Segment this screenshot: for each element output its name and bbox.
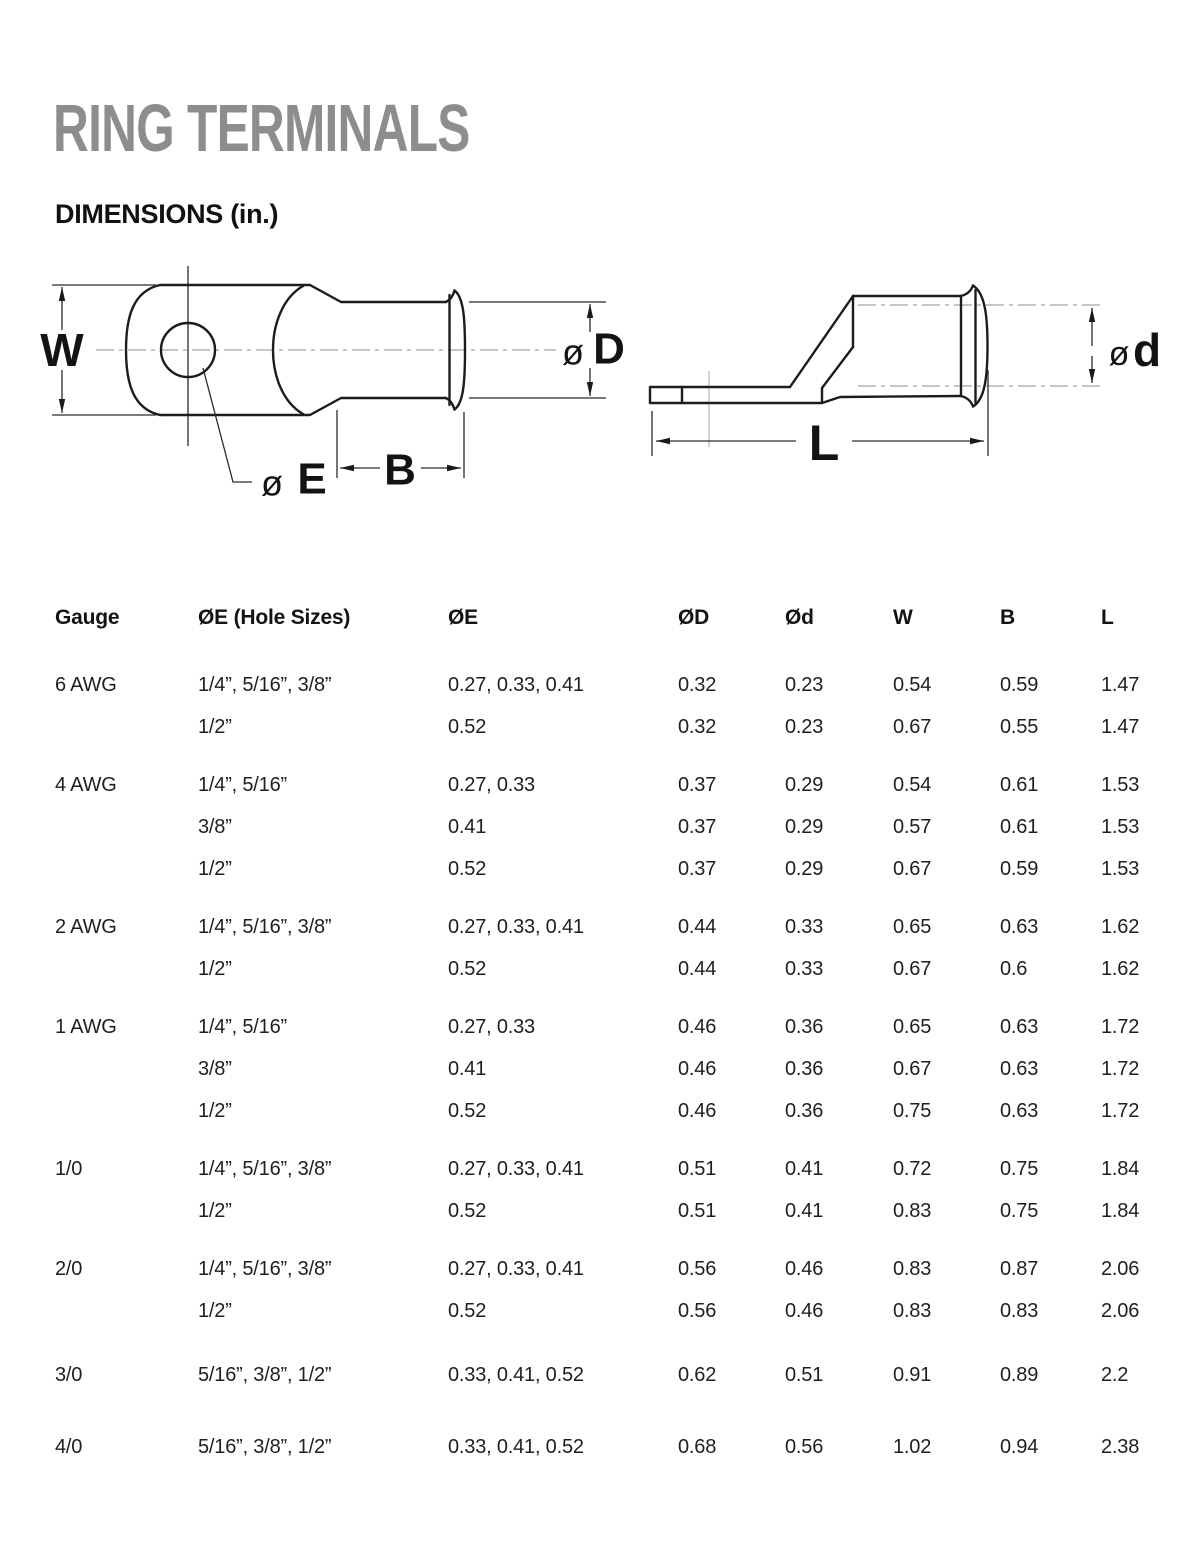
gauge-cell: 4/0 — [55, 1435, 83, 1458]
col-header-w: W — [893, 606, 913, 629]
b-value-cell: 0.59 — [1000, 857, 1039, 880]
od-small-value-cell: 0.33 — [785, 957, 824, 980]
side-flare-bottom-curve — [961, 396, 973, 407]
od-value-cell: 0.46 — [678, 1015, 717, 1038]
hole-sizes-cell: 1/4”, 5/16” — [198, 1015, 287, 1038]
od-value-cell: 0.46 — [678, 1057, 717, 1080]
hole-sizes-cell: 1/2” — [198, 1299, 232, 1322]
hole-sizes-cell: 3/8” — [198, 1057, 232, 1080]
hole-sizes-cell: 1/2” — [198, 715, 232, 738]
oe-value-cell: 0.33, 0.41, 0.52 — [448, 1363, 584, 1386]
w-value-cell: 0.67 — [893, 857, 932, 880]
ring-terminal-side-view-diagram — [650, 286, 1161, 472]
page-title: RING TERMINALS — [53, 91, 470, 166]
od-small-value-cell: 0.29 — [785, 773, 824, 796]
dim-label-diameter-small-d-symbol: ø — [1108, 335, 1130, 373]
oe-value-cell: 0.41 — [448, 815, 487, 838]
w-value-cell: 0.83 — [893, 1299, 932, 1322]
oe-value-cell: 0.27, 0.33, 0.41 — [448, 1157, 584, 1180]
od-value-cell: 0.51 — [678, 1199, 717, 1222]
w-value-cell: 0.67 — [893, 957, 932, 980]
od-value-cell: 0.37 — [678, 773, 717, 796]
hole-sizes-cell: 1/4”, 5/16”, 3/8” — [198, 1157, 332, 1180]
hole-sizes-cell: 1/4”, 5/16” — [198, 773, 287, 796]
table-row — [55, 1148, 1200, 1190]
b-value-cell: 0.63 — [1000, 1099, 1039, 1122]
gauge-group — [55, 664, 1200, 748]
dim-label-diameter-e: E — [297, 454, 327, 504]
table-row — [55, 948, 1200, 990]
oe-value-cell: 0.52 — [448, 1199, 487, 1222]
col-header-od-small: Ød — [785, 606, 814, 629]
od-small-value-cell: 0.46 — [785, 1257, 824, 1280]
b-value-cell: 0.75 — [1000, 1199, 1039, 1222]
od-value-cell: 0.37 — [678, 857, 717, 880]
od-value-cell: 0.44 — [678, 957, 717, 980]
od-small-value-cell: 0.29 — [785, 815, 824, 838]
l-value-cell: 1.47 — [1101, 673, 1140, 696]
dim-label-w: W — [40, 324, 84, 376]
col-header-oe: ØE — [448, 606, 478, 629]
od-value-cell: 0.68 — [678, 1435, 717, 1458]
dim-label-diameter-small-d: d — [1132, 324, 1162, 376]
b-value-cell: 0.94 — [1000, 1435, 1039, 1458]
gauge-group — [55, 1426, 1200, 1468]
col-header-od: ØD — [678, 606, 710, 629]
table-row — [55, 1426, 1200, 1468]
dim-label-diameter-d: D — [593, 324, 625, 374]
table-body — [55, 664, 1200, 1468]
oe-value-cell: 0.52 — [448, 715, 487, 738]
b-value-cell: 0.63 — [1000, 1015, 1039, 1038]
table-row — [55, 906, 1200, 948]
table-row — [55, 1290, 1200, 1332]
hole-sizes-cell: 3/8” — [198, 815, 232, 838]
section-title-dimensions: DIMENSIONS (in.) — [55, 199, 279, 229]
b-value-cell: 0.83 — [1000, 1299, 1039, 1322]
dim-label-diameter-e-symbol: ø — [261, 462, 283, 504]
hole-sizes-cell: 1/2” — [198, 857, 232, 880]
l-value-cell: 1.84 — [1101, 1199, 1140, 1222]
ring-terminal-diagrams — [0, 250, 1200, 525]
oe-value-cell: 0.52 — [448, 1299, 487, 1322]
oe-value-cell: 0.27, 0.33 — [448, 773, 535, 796]
gauge-group — [55, 764, 1200, 890]
col-header-hole-sizes: ØE (Hole Sizes) — [198, 606, 351, 629]
gauge-group — [55, 1006, 1200, 1132]
gauge-group — [55, 1148, 1200, 1232]
l-value-cell: 1.62 — [1101, 915, 1140, 938]
od-small-value-cell: 0.23 — [785, 715, 824, 738]
oe-value-cell: 0.27, 0.33, 0.41 — [448, 1257, 584, 1280]
hole-sizes-cell: 1/2” — [198, 957, 232, 980]
dim-label-diameter-d-symbol: ø — [562, 331, 584, 373]
table-header-row — [55, 597, 1200, 639]
ring-terminal-top-view-diagram — [40, 266, 625, 504]
od-small-value-cell: 0.36 — [785, 1099, 824, 1122]
table-row — [55, 764, 1200, 806]
od-value-cell: 0.56 — [678, 1299, 717, 1322]
w-value-cell: 0.83 — [893, 1199, 932, 1222]
b-value-cell: 0.63 — [1000, 915, 1039, 938]
gauge-cell: 1/0 — [55, 1157, 83, 1180]
gauge-cell: 3/0 — [55, 1363, 83, 1386]
table-row — [55, 706, 1200, 748]
l-value-cell: 2.38 — [1101, 1435, 1140, 1458]
od-small-value-cell: 0.41 — [785, 1199, 824, 1222]
oe-value-cell: 0.27, 0.33, 0.41 — [448, 915, 584, 938]
w-value-cell: 0.83 — [893, 1257, 932, 1280]
hole-sizes-cell: 5/16”, 3/8”, 1/2” — [198, 1363, 332, 1386]
table-row — [55, 806, 1200, 848]
table-row — [55, 1190, 1200, 1232]
l-value-cell: 1.53 — [1101, 815, 1140, 838]
b-value-cell: 0.89 — [1000, 1363, 1039, 1386]
side-flare-top-curve — [961, 286, 973, 297]
terminal-bottom-outline — [160, 398, 446, 415]
l-value-cell: 1.72 — [1101, 1057, 1140, 1080]
b-value-cell: 0.87 — [1000, 1257, 1039, 1280]
od-small-value-cell: 0.33 — [785, 915, 824, 938]
gauge-cell: 6 AWG — [55, 673, 117, 696]
gauge-cell: 2/0 — [55, 1257, 83, 1280]
l-value-cell: 1.72 — [1101, 1015, 1140, 1038]
l-value-cell: 1.53 — [1101, 773, 1140, 796]
od-small-value-cell: 0.41 — [785, 1157, 824, 1180]
l-value-cell: 2.2 — [1101, 1363, 1129, 1386]
od-value-cell: 0.32 — [678, 715, 717, 738]
dimensions-table — [55, 597, 1200, 1468]
hole-sizes-cell: 5/16”, 3/8”, 1/2” — [198, 1435, 332, 1458]
b-value-cell: 0.61 — [1000, 773, 1039, 796]
w-value-cell: 0.67 — [893, 715, 932, 738]
w-value-cell: 0.54 — [893, 673, 932, 696]
col-header-gauge: Gauge — [55, 606, 120, 629]
od-small-value-cell: 0.56 — [785, 1435, 824, 1458]
oe-value-cell: 0.27, 0.33 — [448, 1015, 535, 1038]
b-value-cell: 0.6 — [1000, 957, 1028, 980]
od-small-value-cell: 0.51 — [785, 1363, 824, 1386]
l-value-cell: 2.06 — [1101, 1299, 1140, 1322]
od-small-value-cell: 0.36 — [785, 1057, 824, 1080]
od-value-cell: 0.46 — [678, 1099, 717, 1122]
table-row — [55, 848, 1200, 890]
w-value-cell: 0.75 — [893, 1099, 932, 1122]
oe-value-cell: 0.52 — [448, 857, 487, 880]
w-value-cell: 0.91 — [893, 1363, 932, 1386]
w-value-cell: 1.02 — [893, 1435, 932, 1458]
hole-sizes-cell: 1/2” — [198, 1199, 232, 1222]
table-row — [55, 664, 1200, 706]
w-value-cell: 0.65 — [893, 915, 932, 938]
w-value-cell: 0.67 — [893, 1057, 932, 1080]
table-row — [55, 1006, 1200, 1048]
l-value-cell: 1.84 — [1101, 1157, 1140, 1180]
w-value-cell: 0.57 — [893, 815, 932, 838]
gauge-cell: 4 AWG — [55, 773, 117, 796]
oe-value-cell: 0.27, 0.33, 0.41 — [448, 673, 584, 696]
oe-value-cell: 0.41 — [448, 1057, 487, 1080]
oe-value-cell: 0.33, 0.41, 0.52 — [448, 1435, 584, 1458]
hole-sizes-cell: 1/2” — [198, 1099, 232, 1122]
col-header-b: B — [1000, 606, 1015, 629]
terminal-top-outline — [160, 285, 446, 302]
neck-outer-diagonal — [790, 296, 853, 387]
col-header-l: L — [1101, 606, 1114, 629]
gauge-group — [55, 1354, 1200, 1396]
b-value-cell: 0.61 — [1000, 815, 1039, 838]
b-value-cell: 0.55 — [1000, 715, 1039, 738]
w-value-cell: 0.65 — [893, 1015, 932, 1038]
b-value-cell: 0.59 — [1000, 673, 1039, 696]
table-row — [55, 1354, 1200, 1396]
od-value-cell: 0.56 — [678, 1257, 717, 1280]
od-value-cell: 0.51 — [678, 1157, 717, 1180]
od-small-value-cell: 0.46 — [785, 1299, 824, 1322]
w-value-cell: 0.54 — [893, 773, 932, 796]
l-value-cell: 1.53 — [1101, 857, 1140, 880]
od-value-cell: 0.62 — [678, 1363, 717, 1386]
od-small-value-cell: 0.36 — [785, 1015, 824, 1038]
table-row — [55, 1248, 1200, 1290]
hole-sizes-cell: 1/4”, 5/16”, 3/8” — [198, 915, 332, 938]
barrel-bottom-edge — [822, 396, 961, 403]
l-value-cell: 2.06 — [1101, 1257, 1140, 1280]
b-value-cell: 0.75 — [1000, 1157, 1039, 1180]
od-value-cell: 0.32 — [678, 673, 717, 696]
od-value-cell: 0.37 — [678, 815, 717, 838]
b-value-cell: 0.63 — [1000, 1057, 1039, 1080]
tongue-outline — [650, 347, 853, 403]
gauge-cell: 1 AWG — [55, 1015, 117, 1038]
hole-sizes-cell: 1/4”, 5/16”, 3/8” — [198, 673, 332, 696]
gauge-group — [55, 906, 1200, 990]
gauge-group — [55, 1248, 1200, 1332]
gauge-cell: 2 AWG — [55, 915, 117, 938]
hole-leader-line — [203, 368, 252, 482]
dim-label-b: B — [384, 445, 416, 495]
oe-value-cell: 0.52 — [448, 1099, 487, 1122]
od-small-value-cell: 0.29 — [785, 857, 824, 880]
od-small-value-cell: 0.23 — [785, 673, 824, 696]
w-value-cell: 0.72 — [893, 1157, 932, 1180]
dim-label-l: L — [808, 415, 840, 471]
l-value-cell: 1.62 — [1101, 957, 1140, 980]
l-value-cell: 1.72 — [1101, 1099, 1140, 1122]
oe-value-cell: 0.52 — [448, 957, 487, 980]
l-value-cell: 1.47 — [1101, 715, 1140, 738]
hole-sizes-cell: 1/4”, 5/16”, 3/8” — [198, 1257, 332, 1280]
od-value-cell: 0.44 — [678, 915, 717, 938]
table-row — [55, 1048, 1200, 1090]
table-row — [55, 1090, 1200, 1132]
